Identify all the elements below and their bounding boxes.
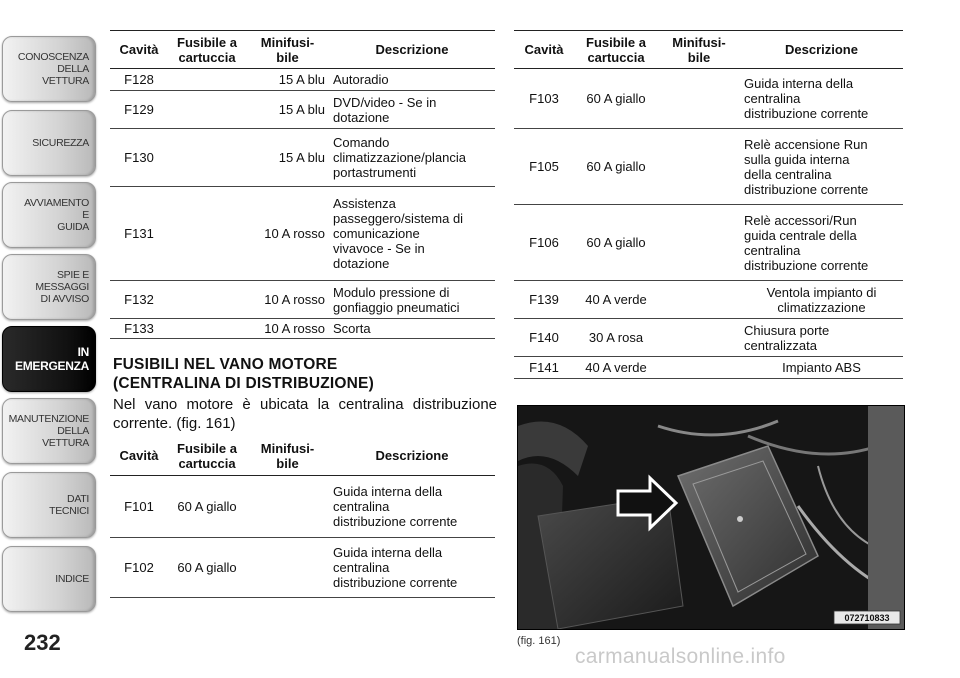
cell-minifusibile: 10 A rosso — [246, 319, 329, 339]
tab-sicurezza[interactable] — [2, 110, 96, 176]
section-title-line: (CENTRALINA DI DISTRIBUZIONE) — [113, 375, 374, 392]
cell-descrizione: Assistenza passeggero/sistema di comunicazione vivavoce - Se in dotazione — [329, 187, 495, 281]
header-minifusibile: Minifusi- bile — [658, 31, 740, 69]
cell-cavita: F133 — [110, 319, 168, 339]
tab-label: CONOSCENZA DELLA VETTURA — [17, 51, 89, 87]
tab-spie-e-messaggi[interactable] — [2, 254, 96, 320]
fuse-table-right — [514, 30, 903, 379]
cell-cavita: F130 — [110, 129, 168, 187]
cell-fusibile — [168, 281, 246, 319]
cell-descrizione: Autoradio — [329, 69, 495, 91]
cell-minifusibile — [246, 537, 329, 597]
header-descrizione: Descrizione — [329, 31, 495, 69]
cell-descrizione: Guida interna della centralina distribuzione corrente — [740, 69, 903, 129]
tab-label: DATI TECNICI — [49, 493, 89, 517]
cell-cavita: F140 — [514, 319, 574, 357]
tab-indice[interactable] — [2, 546, 96, 612]
tab-avviamento-e-guida[interactable] — [2, 182, 96, 248]
cell-fusibile: 40 A verde — [574, 281, 658, 319]
cell-minifusibile: 10 A rosso — [246, 281, 329, 319]
cell-descrizione: Chiusura porte centralizzata — [740, 319, 903, 357]
section-body: Nel vano motore è ubicata la centralina distribuzione corrente. (fig. 161) — [113, 396, 497, 432]
table-row — [110, 319, 495, 339]
cell-cavita: F139 — [514, 281, 574, 319]
table-row — [110, 475, 495, 537]
cell-cavita: F131 — [110, 187, 168, 281]
figure-code: 072710833 — [844, 613, 890, 623]
table-row — [514, 69, 903, 129]
header-descrizione: Descrizione — [740, 31, 903, 69]
cell-fusibile: 60 A giallo — [574, 205, 658, 281]
section-title-line: FUSIBILI NEL VANO MOTORE — [113, 356, 338, 373]
watermark: carmanualsonline.info — [575, 645, 786, 668]
fuse-table-bottom-left — [110, 437, 495, 598]
header-fusibile: Fusibile a cartuccia — [168, 31, 246, 69]
table-row — [514, 205, 903, 281]
cell-descrizione: Ventola impianto di climatizzazione — [740, 281, 903, 319]
fuse-table-top-left — [110, 30, 495, 339]
cell-cavita: F105 — [514, 129, 574, 205]
cell-fusibile: 60 A giallo — [574, 129, 658, 205]
cell-descrizione: Scorta — [329, 319, 495, 339]
cell-descrizione: DVD/video - Se in dotazione — [329, 91, 495, 129]
tab-dati-tecnici[interactable] — [2, 472, 96, 538]
cell-minifusibile: 10 A rosso — [246, 187, 329, 281]
tab-in-emergenza[interactable] — [2, 326, 96, 392]
cell-descrizione: Guida interna della centralina distribuzione corrente — [329, 537, 495, 597]
cell-minifusibile — [246, 475, 329, 537]
cell-cavita: F141 — [514, 357, 574, 379]
page-number: 232 — [24, 630, 61, 655]
cell-fusibile — [168, 129, 246, 187]
cell-fusibile: 30 A rosa — [574, 319, 658, 357]
engine-bay-photo — [517, 405, 905, 630]
cell-minifusibile — [658, 205, 740, 281]
cell-descrizione: Relè accessori/Run guida centrale della centralina distribuzione corrente — [740, 205, 903, 281]
cell-fusibile: 40 A verde — [574, 357, 658, 379]
tab-label: MANUTENZIONE DELLA VETTURA — [8, 413, 89, 449]
cell-cavita: F106 — [514, 205, 574, 281]
table-row — [110, 537, 495, 597]
tab-label: SICUREZZA — [32, 137, 89, 149]
cell-minifusibile — [658, 357, 740, 379]
cell-minifusibile — [658, 129, 740, 205]
tab-conoscenza-della-vettura[interactable] — [2, 36, 96, 102]
tab-label: AVVIAMENTO E GUIDA — [24, 197, 89, 233]
figure-caption: (fig. 161) — [517, 635, 561, 647]
header-cavita: Cavità — [110, 31, 168, 69]
header-descrizione: Descrizione — [329, 437, 495, 475]
cell-cavita: F128 — [110, 69, 168, 91]
cell-minifusibile: 15 A blu — [246, 69, 329, 91]
tab-label: SPIE E MESSAGGI DI AVVISO — [35, 269, 89, 305]
table-row — [110, 281, 495, 319]
cell-descrizione: Comando climatizzazione/plancia portastrumenti — [329, 129, 495, 187]
header-fusibile: Fusibile a cartuccia — [574, 31, 658, 69]
cell-cavita: F103 — [514, 69, 574, 129]
cell-descrizione: Modulo pressione di gonfiaggio pneumatici — [329, 281, 495, 319]
cell-minifusibile: 15 A blu — [246, 91, 329, 129]
cell-cavita: F101 — [110, 475, 168, 537]
cell-minifusibile — [658, 69, 740, 129]
header-cavita: Cavità — [514, 31, 574, 69]
engine-bay-illustration — [518, 406, 904, 629]
tab-label: IN EMERGENZA — [15, 345, 89, 373]
cell-fusibile — [168, 91, 246, 129]
tab-manutenzione-della-vettura[interactable] — [2, 398, 96, 464]
table-row — [110, 187, 495, 281]
cell-minifusibile — [658, 281, 740, 319]
table-row — [110, 69, 495, 91]
cell-minifusibile — [658, 319, 740, 357]
table-row — [110, 91, 495, 129]
table-row — [514, 281, 903, 319]
header-cavita: Cavità — [110, 437, 168, 475]
cell-fusibile: 60 A giallo — [168, 537, 246, 597]
cell-fusibile — [168, 319, 246, 339]
table-row — [514, 357, 903, 379]
cell-descrizione: Impianto ABS — [740, 357, 903, 379]
section-title — [113, 355, 374, 393]
cell-fusibile — [168, 69, 246, 91]
cell-cavita: F132 — [110, 281, 168, 319]
table-row — [110, 129, 495, 187]
cell-fusibile — [168, 187, 246, 281]
cell-descrizione: Relè accensione Run sulla guida interna della centralina distribuzione corrente — [740, 129, 903, 205]
cell-cavita: F129 — [110, 91, 168, 129]
header-minifusibile: Minifusi- bile — [246, 31, 329, 69]
cell-fusibile: 60 A giallo — [574, 69, 658, 129]
table-row — [514, 129, 903, 205]
table-row — [514, 319, 903, 357]
cell-minifusibile: 15 A blu — [246, 129, 329, 187]
chapter-sidebar — [0, 0, 100, 678]
tab-label: INDICE — [55, 573, 89, 585]
cell-cavita: F102 — [110, 537, 168, 597]
header-minifusibile: Minifusi- bile — [246, 437, 329, 475]
cell-fusibile: 60 A giallo — [168, 475, 246, 537]
cell-descrizione: Guida interna della centralina distribuzione corrente — [329, 475, 495, 537]
header-fusibile: Fusibile a cartuccia — [168, 437, 246, 475]
